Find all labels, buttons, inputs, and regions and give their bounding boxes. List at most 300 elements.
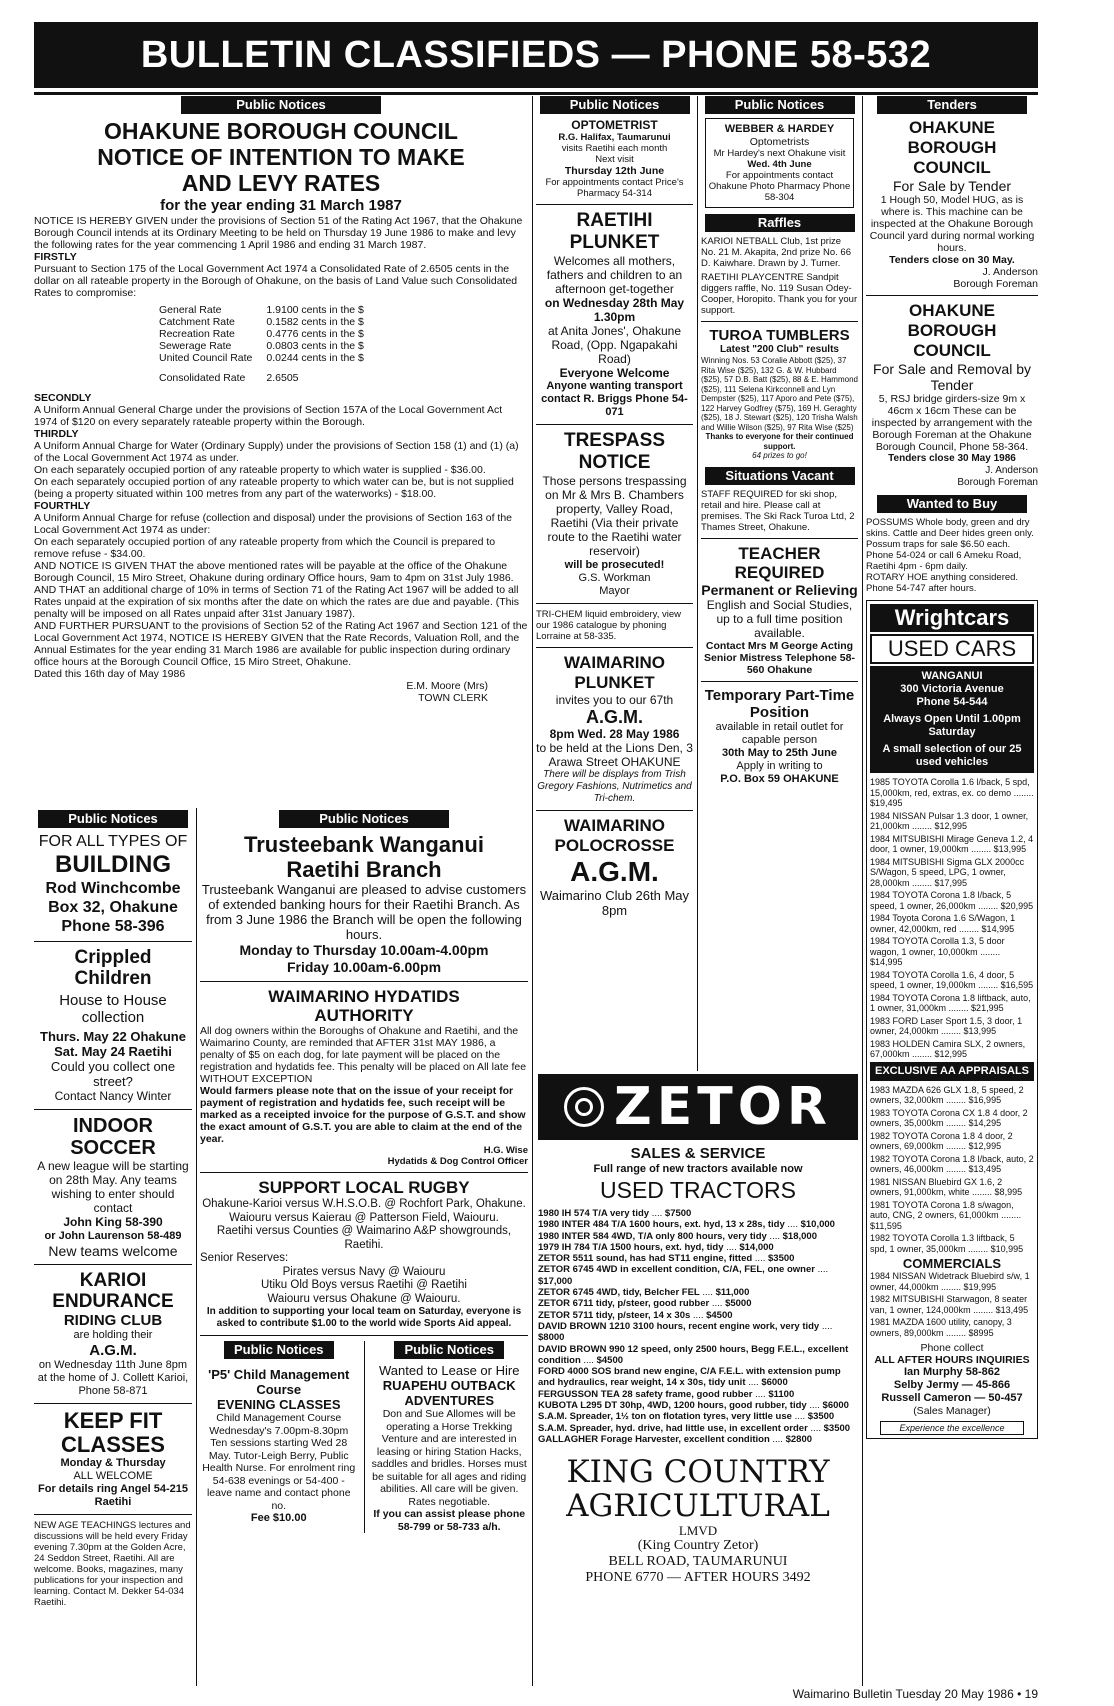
ad-text: KARIOI NETBALL Club, 1st prize No. 21 M. Akapita, 2nd prize No. 66 D. Kaiwhare. Drawn by J. Turner.: [701, 236, 851, 269]
list-item: 1983 FORD Laser Sport 1.5, 3 door, 1 owner, 24,000km ........ $13,995: [870, 1015, 1023, 1036]
notice-paragraph: AND FURTHER PURSUANT to the provisions of Section 52 of the Rating Act 1967 and Section 121 of the Local Government Act 1974, NOTICE IS HEREBY GIVEN that the Rate Records, Valuation Roll, and the Annual Estimates for the year ending 31 March 1986 are available for public inspection during ordinary office hours at the Borough Council Office, 15 Miro Street, Ohakune.: [34, 620, 528, 668]
council-notice: [34, 96, 528, 802]
ad-line: invites you to our 67th: [555, 693, 674, 707]
ad-heading: WEBBER & HARDEY: [724, 123, 835, 135]
ad-line: Wanted to Lease or Hire: [379, 1363, 520, 1378]
section-header: Wanted to Buy: [877, 495, 1027, 513]
ad-text: Trusteebank Wanganui are pleased to advise customers of extended banking hours for their Raetihi Branch. As from 3 June 1986 the Branch will be open the following hours.: [201, 882, 527, 942]
commercials-heading: COMMERCIALS: [902, 1256, 1002, 1271]
zetor-logo: ZETOR: [614, 1077, 832, 1137]
notice-date: Dated this 16th day of May 1986: [34, 668, 186, 680]
ad-heading: SUPPORT LOCAL RUGBY: [258, 1178, 470, 1197]
rate-row: [159, 364, 378, 384]
tractor-price: $6000: [761, 1377, 788, 1389]
ad-line: on Wednesday 28th May 1.30pm: [544, 296, 685, 324]
notice-heading: FIRSTLY: [34, 251, 77, 263]
dealer-line: Phone 54-544: [916, 696, 988, 708]
signature-name: E.M. Moore (Mrs): [406, 680, 488, 692]
ad-line: Anyone wanting transport contact R. Briggs Phone 54-071: [541, 380, 688, 418]
notice-title-2: NOTICE OF INTENTION TO MAKE: [97, 144, 465, 170]
tractor-desc: FERGUSSON TEA 28 safety frame, good rubber: [538, 1388, 753, 1400]
ad-line: at Anita Jones', Ohakune Road, (Opp. Ngapakahi Road): [547, 324, 682, 366]
list-item: 1982 TOYOTA Corona 1.8 4 door, 2 owners, 69,000km ........ $12,995: [870, 1130, 1013, 1151]
page-footer: Waimarino Bulletin Tuesday 20 May 1986 • 19: [792, 1687, 1038, 1701]
ad-text: Child Management Course Wednesday's 7.00pm-8.30pm Ten sessions starting Wed 28 May. Tutor-Leigh Berry, Public Health Nurse. For enrolment ring 54-638 evenings or 54-400 - leave name and contact phone no.: [202, 1412, 356, 1512]
ad-signature: Hydatids & Dog Control Officer: [387, 1156, 528, 1167]
tractor-price: $11,000: [715, 1287, 750, 1299]
list-item: ZETOR 6745 4WD, tidy, Belcher FEL .... $11,000: [538, 1287, 750, 1299]
rate-name: Recreation Rate: [159, 328, 235, 340]
bottom-ads-row: [200, 1341, 528, 1533]
list-item: 1981 NISSAN Bluebird GX 1.6, 2 owners, 91,000km, white ........ $8,995: [870, 1176, 1023, 1197]
section-header: Public Notices: [181, 96, 381, 114]
tractor-desc: S.A.M. Spreader, hyd. drive, had little use, in excellent order: [538, 1422, 808, 1434]
ad-heading: BUILDING: [55, 851, 171, 878]
rate-value: 0.0803 cents in the $: [266, 340, 364, 352]
notice-paragraph: On each separately occupied portion of any rateable property to which water can be, but is not supplied (being a property situated within 100 metres from any part of the waterworks) - $18.00.: [34, 476, 514, 500]
ad-text: Don and Sue Allomes will be operating a Horse Trekking Venture and are interested in leasing or hiring Station Hacks, saddles and bridles. Horses must be suitable for all ages and riding abilities. All care will be given. Rates negotiable.: [371, 1408, 527, 1508]
divider: [34, 1264, 192, 1265]
ad-line: Tenders close on 30 May.: [889, 254, 1015, 266]
rate-row: [159, 328, 378, 340]
divider: [364, 1341, 365, 1533]
list-item: 1984 TOYOTA Corona 1.8 l/back, 5 speed, 1 owner, 26,000km ........ $20,995: [870, 890, 1034, 911]
notice-title-3: AND LEVY RATES: [181, 170, 381, 196]
car-list: [870, 1271, 1034, 1338]
ad-heading: OHAKUNE BOROUGH COUNCIL: [907, 118, 997, 177]
section-header: Public Notices: [394, 1341, 504, 1359]
tractor-price: $10,000: [800, 1219, 835, 1231]
section-header: Public Notices: [279, 810, 449, 828]
ad-text: Winning Nos. 53 Coralie Abbott ($25), 37 Rita Wise ($25), 132 G. & W. Hubbard ($25), 57 D.B. Batt ($25), 88 & E. Hammond ($25), 111 Selena Kirkconnell and Lyn Dempster ($25), 117 Aporo and Pete ($75), 122 Harvey Godfrey ($75), 169 H. Geraghty ($25), 18 J. Stewart ($25), 120 Trisha Walsh and Willie Wilson ($25), 97 Rita Wise ($25): [701, 356, 858, 432]
list-item: 1984 NISSAN Pulsar 1.3 door, 1 owner, 21,000km ........ $12,995: [870, 810, 1029, 831]
tractor-price: $17,000: [538, 1275, 573, 1287]
notice-paragraph: AND THAT an additional charge of 10% in terms of Section 71 of the Rating Act 1967 will be added to all Rates unpaid at the expiration of six months after the date on which the rates are due and payable. (This penalty will be imposed on all Rates unpaid after 31st January 1987).: [34, 584, 520, 620]
dealer-line: Always Open Until 1.00pm Saturday: [883, 713, 1021, 738]
list-item: KUBOTA L295 DT 30hp, 4WD, 1200 hours, good rubber, tidy .... $6000: [538, 1400, 849, 1412]
column-divider: [862, 96, 863, 1686]
ad-heading: A.G.M.: [570, 856, 659, 887]
ad-heading: WAIMARINO POLOCROSSE: [554, 816, 675, 855]
ad-text: All dog owners within the Boroughs of Ohakune and Raetihi, and the Waimarino County, are reminded that AFTER 31st MAY 1986, a penalty of $5 on each dog, for late payment will be placed on the registration and hydatids fee. This penalty will be placed on All late fee WITHOUT EXCEPTION: [200, 1025, 527, 1085]
rate-name: General Rate: [159, 304, 222, 316]
list-item: S.A.M. Spreader, 1½ ton on flotation tyres, very little use .... $3500: [538, 1411, 835, 1423]
ad-heading: AUTHORITY: [314, 1006, 414, 1025]
zetor-logo-bar: [538, 1074, 858, 1140]
ad-line: will be prosecuted!: [564, 559, 665, 571]
rate-value: 2.6505: [266, 372, 299, 384]
ad-line: at the home of J. Collett Karioi, Phone 58-871: [37, 1372, 189, 1397]
rate-row: [159, 304, 378, 316]
ad-line: Senior Reserves:: [200, 1252, 289, 1264]
ad-line: Tenders close 30 May 1986: [888, 453, 1016, 464]
contact-line: ALL AFTER HOURS INQUIRIES: [874, 1354, 1030, 1366]
ad-line: Apply in writing to: [736, 759, 823, 772]
ad-line: 8pm Wed. 28 May 1986: [549, 727, 680, 741]
wrightcars-logo: Wrightcars: [870, 604, 1034, 632]
ad-line: Friday 10.00am-6.00pm: [286, 959, 442, 975]
list-item: DAVID BROWN 990 12 speed, only 2500 hours, Begg F.E.L., excellent condition .... $4500: [538, 1343, 849, 1366]
notice-heading: FOURTHLY: [34, 500, 91, 512]
ad-line: Next visit: [595, 154, 634, 165]
ad-line: Monday to Thursday 10.00am-4.00pm: [239, 942, 489, 958]
dealer-line: 300 Victoria Avenue: [900, 683, 1004, 695]
ad-line: available in retail outlet for capable person: [715, 720, 844, 746]
car-list: [870, 1085, 1034, 1255]
ad-line: Ohakune-Karioi versus W.H.S.O.B. @ Rochfort Park, Ohakune.: [202, 1198, 526, 1210]
contact-line: Selby Jermy — 45-866: [893, 1379, 1011, 1391]
notice-paragraph: A Uniform Annual General Charge under the provisions of Section 157A of the Local Government Act 1974 of $120 on every separately rateable property within the Borough.: [34, 404, 503, 428]
list-item: 1984 MITSUBISHI Mirage Geneva 1.2, 4 door, 1 owner, 19,000km ........ $13,995: [870, 833, 1034, 854]
ad-line: Raetihi versus Counties @ Waimarino A&P showgrounds, Raetihi.: [216, 1225, 512, 1251]
tractor-desc: S.A.M. Spreader, 1½ ton on flotation tyres, very little use: [538, 1411, 792, 1423]
slogan: Experience the excellence: [880, 1421, 1024, 1435]
car-list: [870, 777, 1034, 1060]
list-item: 1983 HOLDEN Camira SLX, 2 owners, 67,000km ........ $12,995: [870, 1038, 1026, 1059]
ad-text: STAFF REQUIRED for ski shop, retail and hire. Please call at premises. The Ski Rack Turoa Ltd, 2 Thames Street, Ohakune.: [701, 488, 855, 533]
ad-line: Fee $10.00: [250, 1512, 307, 1524]
dealer-name: AGRICULTURAL: [566, 1488, 830, 1525]
list-item: 1984 TOYOTA Corolla 1.3, 5 door wagon, 1 owner, 10,000km ........ $14,995: [870, 936, 1005, 967]
list-item: ZETOR 6711 tidy, p/steer, good rubber .... $5000: [538, 1298, 752, 1310]
tractor-price: $1100: [768, 1388, 795, 1400]
ad-line: Utiku Old Boys versus Raetihi @ Raetihi: [261, 1279, 467, 1291]
ad-heading: Trusteebank Wanganui: [243, 832, 484, 857]
dealer-name: KING COUNTRY: [566, 1454, 830, 1491]
ad-heading: Temporary Part-Time Position: [704, 686, 855, 721]
notice-heading: SECONDLY: [34, 392, 92, 404]
ad-line: 64 prizes to go!: [752, 451, 807, 460]
ad-heading: OHAKUNE BOROUGH COUNCIL: [907, 301, 997, 360]
optometrists-box: [705, 118, 854, 208]
divider: [536, 424, 693, 425]
list-item: 1983 TOYOTA Corona CX 1.8 4 door, 2 owners, 35,000km ........ $14,295: [870, 1107, 1028, 1128]
ad-line: Everyone Welcome: [559, 366, 670, 380]
section-header: Tenders: [877, 96, 1027, 114]
list-item: FORD 4000 SOS brand new engine, C/A F.E.L. with extension pump and hydraulics, rear weight, 14 x 30s, tidy unit .... $6000: [538, 1366, 841, 1389]
ad-line: or John Laurenson 58-489: [44, 1230, 182, 1242]
ad-line: ALL WELCOME: [73, 1470, 153, 1482]
contact-line: Ian Murphy 58-862: [904, 1366, 1000, 1378]
ad-line: New teams welcome: [48, 1243, 178, 1259]
third-column: [536, 96, 693, 1069]
ad-line: Sat. May 24 Raetihi: [54, 1044, 172, 1059]
ad-heading: EVENING CLASSES: [216, 1397, 341, 1412]
list-item: 1984 Toyota Corona 1.6 S/Wagon, 1 owner, 42,000km, red ........ $14,995: [870, 913, 1016, 934]
ad-heading: RAETIHI PLUNKET: [569, 210, 660, 253]
tractor-price: $7500: [664, 1208, 692, 1219]
tractor-desc: FORD 4000 SOS brand new engine, C/A F.E.L. with extension pump and hydraulics, rear weight, 14 x 30s, tidy unit: [538, 1366, 841, 1389]
contact-line: Phone collect: [920, 1342, 984, 1354]
dealer-info-block: [870, 666, 1034, 773]
tractor-price: $8000: [538, 1332, 565, 1344]
list-item: 1980 IH 574 T/A very tidy .... $7500: [538, 1208, 692, 1219]
rate-name: Sewerage Rate: [159, 340, 232, 352]
ad-text: ROTARY HOE anything considered. Phone 54-747 after hours.: [866, 572, 1019, 594]
ad-heading: 'P5' Child Management Course: [208, 1367, 350, 1397]
fourth-column: [701, 96, 858, 1069]
left-ads-column: [34, 810, 192, 1686]
ad-line: Thanks to everyone for their continued support.: [705, 432, 854, 451]
notice-subtitle: for the year ending 31 March 1987: [160, 197, 402, 214]
ad-line: Optometrists: [749, 136, 810, 148]
banner-rule: [34, 92, 1038, 95]
ad-line: A new league will be starting on 28th May. Any teams wishing to enter should contact: [37, 1159, 189, 1215]
contact-line: Russell Cameron — 50-457: [881, 1392, 1023, 1404]
divider: [200, 1172, 528, 1173]
list-item: FERGUSSON TEA 28 safety frame, good rubber .... $1100: [538, 1388, 795, 1400]
divider: [34, 941, 192, 942]
ad-heading: KEEP FIT CLASSES: [61, 1408, 165, 1457]
ad-line: Wed. 4th June: [747, 159, 812, 170]
used-cars-heading: USED CARS: [870, 634, 1034, 664]
ad-line: R.G. Halifax, Taumarunui: [558, 132, 671, 143]
rate-value: 0.4776 cents in the $: [266, 328, 364, 340]
list-item: 1984 NISSAN Widetrack Bluebird s/w, 1 owner, 44,000km ........ $19,995: [870, 1271, 1030, 1292]
list-item: 1982 TOYOTA Corolla 1.3 liftback, 5 spd, 1 owner, 35,000km ........ $10,995: [870, 1233, 1024, 1254]
ad-text: POSSUMS Whole body, green and dry skins. Cattle and Deer hides green only. Possum traps for sale $6.50 each. Phone 54-024 or call 6 Ameku Road, Raetihi 4pm - 6pm daily.: [866, 517, 1034, 572]
divider: [536, 810, 693, 811]
ad-line: Full range of new tractors available now: [593, 1163, 803, 1175]
ad-line: Contact Nancy Winter: [54, 1089, 172, 1103]
ad-line: If you can assist please phone 58-799 or 58-733 a/h.: [373, 1508, 526, 1533]
ad-line: Welcomes all mothers, fathers and children to an afternoon get-together: [546, 254, 683, 296]
divider: [701, 681, 858, 682]
divider: [34, 1403, 192, 1404]
divider: [200, 1335, 528, 1336]
ad-heading: TEACHER REQUIRED: [734, 543, 825, 582]
ad-line: For appointments contact Ohakune Photo Pharmacy Phone 58-304: [708, 170, 851, 203]
ad-line: Mayor: [599, 585, 630, 597]
list-item: 1982 TOYOTA Corona 1.8 l/back, auto, 2 owners, 46,000km ........ $13,495: [870, 1153, 1034, 1174]
list-item: S.A.M. Spreader, hyd. drive, had little use, in excellent order .... $3500: [538, 1422, 851, 1434]
ad-text: Would farmers please note that on the issue of your receipt for payment of registration and hydatids fee, such receipt will be marked as a receipted invoice for the purpose of G.S.T. and show the exact amount of G.S.T. you are able to claim at the end of the year.: [200, 1085, 526, 1145]
zetor-emblem-icon: [564, 1087, 604, 1127]
tractor-list: [538, 1208, 858, 1445]
tractor-desc: ZETOR 6745 4WD in excellent condition, C/A, FEL, one owner: [538, 1264, 815, 1276]
section-header: Public Notices: [224, 1341, 334, 1359]
ad-heading: TRESPASS NOTICE: [563, 430, 665, 473]
ad-line: visits Raetihi each month: [561, 143, 668, 154]
column-divider: [697, 96, 698, 1071]
right-column: [866, 96, 1038, 1686]
list-item: 1980 INTER 484 T/A 1600 hours, ext. hyd, 13 x 28s, tidy .... $10,000: [538, 1219, 835, 1231]
list-item: 1983 MAZDA 626 GLX 1.8, 5 speed, 2 owners, 32,000km ........ $16,995: [870, 1084, 1024, 1105]
outback-adventures-ad: [370, 1341, 528, 1533]
ad-line: Latest "200 Club" results: [720, 344, 839, 355]
ad-text: 5, RSJ bridge girders-size 9m x 46cm x 16cm These can be inspected by arrangement with the Borough Foreman at the Ohakune Borough Council, Phone 58-364.: [871, 393, 1033, 453]
ad-heading: WAIMARINO HYDATIDS: [268, 987, 460, 1006]
ad-line: G.S. Workman: [578, 572, 651, 584]
aa-appraisals-banner: EXCLUSIVE AA APPRAISALS: [870, 1062, 1034, 1081]
tractor-price: $4500: [706, 1309, 733, 1321]
divider: [34, 1514, 192, 1515]
section-header: Public Notices: [540, 96, 690, 114]
page-banner: BULLETIN CLASSIFIEDS — PHONE 58-532: [34, 22, 1038, 88]
middle-ads-column: [200, 810, 528, 1686]
ad-line: Waiouru versus Kaierau @ Patterson Field, Waiouru.: [229, 1211, 499, 1224]
section-header: Situations Vacant: [705, 467, 855, 485]
rate-value: 1.9100 cents in the $: [266, 304, 364, 316]
child-management-ad: [200, 1341, 358, 1533]
notice-title-1: OHAKUNE BOROUGH COUNCIL: [104, 118, 458, 144]
tractor-price: $14,000: [739, 1241, 774, 1253]
ad-text: Those persons trespassing on Mr & Mrs B. Chambers property, Valley Road, Raetihi (Via their private route to the Raetihi water reservoir): [542, 474, 687, 558]
ad-line: Phone 58-396: [61, 918, 165, 935]
dealer-line: A small selection of our 25 used vehicles: [882, 743, 1022, 768]
ad-line: House to House collection: [59, 992, 167, 1026]
divider: [536, 204, 693, 205]
ad-line: Permanent or Relieving: [701, 581, 858, 598]
tractor-desc: ZETOR 5511 sound, has had ST11 engine, fitted: [538, 1253, 753, 1265]
ad-line: Mr Hardey's next Ohakune visit: [713, 148, 846, 159]
ad-text: TRI-CHEM liquid embroidery, view our 1986 catalogue by phoning Lorraine at 58-335.: [536, 609, 681, 642]
tractor-desc: DAVID BROWN 1210 3100 hours, recent engine work, very tidy: [538, 1320, 820, 1332]
list-item: ZETOR 5511 sound, has had ST11 engine, fitted .... $3500: [538, 1253, 795, 1265]
notice-paragraph: Pursuant to Section 175 of the Local Government Act 1974 a Consolidated Rate of 2.6505 cents in the dollar on all rateable property in the Borough of Ohakune, on the basis of Land Value such Consolidated Rates to compromise:: [34, 263, 518, 299]
ad-line: Rod Winchcombe: [45, 880, 181, 897]
ad-line: There will be displays from Trish Gregory Fashions, Nutrimetics and Tri-chem.: [537, 769, 692, 804]
ad-text: NEW AGE TEACHINGS lectures and discussions will be held every Friday evening 7.30pm at the Golden Acre, 24 Seddon Street, Raetihi. All are welcome. Books, magazines, many publications for your inspection and learning. Contact M. Dekker 54-034 Raetihi.: [34, 1520, 191, 1608]
tractor-price: $2800: [785, 1433, 813, 1445]
rate-name: United Council Rate: [159, 352, 253, 364]
ad-text: English and Social Studies, up to a full time position available.: [706, 597, 853, 640]
tractor-desc: 1979 IH 784 T/A 1500 hours, ext. hyd, tidy: [538, 1241, 724, 1253]
dealer-line: WANGANUI: [921, 670, 983, 682]
ad-line: John King 58-390: [63, 1215, 163, 1229]
list-item: ZETOR 5711 tidy, p/steer, 14 x 30s .... $4500: [538, 1309, 733, 1321]
notice-paragraph: On each separately occupied portion of any rateable property from which the Council is prepared to remove refuse - $34.00.: [34, 536, 496, 560]
tractor-price: $4500: [596, 1354, 624, 1366]
tractor-desc: 1980 INTER 484 T/A 1600 hours, ext. hyd, 13 x 28s, tidy: [538, 1219, 785, 1231]
tractor-desc: ZETOR 6745 4WD, tidy, Belcher FEL: [538, 1287, 700, 1299]
wrightcars-ad: [866, 600, 1038, 1439]
ad-heading: WAIMARINO PLUNKET: [563, 653, 666, 692]
divider: [701, 538, 858, 539]
ad-line: Monday & Thursday: [60, 1457, 166, 1469]
list-item: GALLAGHER Forage Harvester, excellent condition .... $2800: [538, 1433, 813, 1445]
dealer-line: (King Country Zetor): [637, 1538, 759, 1554]
ad-line: Waimarino Club 26th May 8pm: [539, 888, 690, 918]
ad-signature: Borough Foreman: [957, 477, 1038, 488]
notice-heading: THIRDLY: [34, 428, 79, 440]
ad-line: Pirates versus Navy @ Waiouru: [282, 1265, 446, 1278]
divider: [536, 647, 693, 648]
ad-heading: Raetihi Branch: [286, 857, 442, 882]
ad-line: are holding their: [73, 1329, 153, 1341]
ad-line: For Sale by Tender: [892, 178, 1012, 194]
notice-paragraph: NOTICE IS HEREBY GIVEN under the provisions of Section 51 of the Rating Act 1967, that the Ohakune Borough Council intends at its Ordinary Meeting to be held on Thursday 19 June 1986 to make and levy the following rates for the year commencing 1 April 1986 and ending 31 March 1987.: [34, 215, 523, 251]
ad-heading: USED TRACTORS: [600, 1177, 796, 1203]
list-item: 1984 TOYOTA Corolla 1.6, 4 door, 5 speed, 1 owner, 19,000km ........ $16,595: [870, 969, 1034, 990]
column-divider: [532, 96, 533, 1686]
ad-line: For Sale and Removal by Tender: [873, 361, 1031, 393]
tractor-desc: 1980 IH 574 T/A very tidy: [538, 1208, 650, 1219]
tractor-desc: ZETOR 5711 tidy, p/steer, 14 x 30s: [538, 1309, 691, 1321]
list-item: 1982 MITSUBISHI Starwagon, 8 seater van, 1 owner, 124,000km ........ $13,495: [870, 1294, 1029, 1315]
dealer-address: BELL ROAD, TAUMARUNUI: [608, 1554, 788, 1570]
ad-line: A.G.M.: [89, 1342, 137, 1359]
dealer-line: LMVD: [678, 1523, 718, 1539]
tractor-price: $3500: [768, 1253, 795, 1265]
tractor-desc: DAVID BROWN 990 12 speed, only 2500 hours, Begg F.E.L., excellent condition: [538, 1343, 849, 1366]
notice-paragraph: On each separately occupied portion of any rateable property to which water is supplied - $36.00.: [34, 464, 486, 476]
list-item: 1984 TOYOTA Corona 1.8 liftback, auto, 1 owner, 31,000km ........ $21,995: [870, 992, 1031, 1013]
ad-line: In addition to supporting your local team on Saturday, everyone is asked to contribute $1.00 to the world wide Sports Aid appeal.: [206, 1306, 522, 1329]
list-item: 1980 INTER 584 4WD, T/A only 800 hours, very tidy .... $18,000: [538, 1230, 817, 1242]
list-item: 1984 MITSUBISHI Sigma GLX 2000cc S/Wagon, 5 speed, LPG, 1 owner, 28,000km ........ $17,995: [870, 856, 1025, 888]
rate-row: [159, 352, 378, 364]
list-item: 1981 TOYOTA Corona 1.8 s/wagon, auto, CNG, 2 owners, 61,000km ........ $11,595: [870, 1199, 1022, 1231]
ad-heading: SALES & SERVICE: [630, 1145, 766, 1162]
section-header: Public Notices: [38, 810, 188, 828]
ad-heading: KARIOI ENDURANCE: [52, 1270, 174, 1312]
dealer-phone: PHONE 6770 — AFTER HOURS 3492: [585, 1570, 811, 1586]
ad-heading: INDOOR SOCCER: [70, 1115, 156, 1159]
ad-line: to be held at the Lions Den, 3 Arawa Street OHAKUNE: [536, 741, 693, 769]
ad-heading: RUAPEHU OUTBACK ADVENTURES: [382, 1378, 516, 1408]
contact-line: (Sales Manager): [913, 1405, 991, 1417]
rate-name: Catchment Rate: [159, 316, 235, 328]
ad-signature: J. Anderson: [985, 465, 1038, 476]
ad-line: For details ring Angel 54-215 Raetihi: [38, 1483, 188, 1508]
divider: [34, 1109, 192, 1110]
rates-table: [159, 304, 378, 384]
divider: [701, 321, 858, 322]
notice-paragraph: AND NOTICE IS GIVEN THAT the above mentioned rates will be payable at the office of the Ohakune Borough Council, 15 Miro Street, Ohakune during ordinary Office hours, 9am to 4pm on 31st July 1986.: [34, 560, 514, 584]
ad-signature: Borough Foreman: [953, 278, 1038, 290]
ad-line: For appointments contact Price's Pharmacy 54-314: [545, 177, 684, 199]
rate-row: [159, 340, 378, 352]
list-item: ZETOR 6745 4WD in excellent condition, C/A, FEL, one owner .... $17,000: [538, 1264, 829, 1287]
tractor-desc: KUBOTA L295 DT 30hp, 4WD, 1200 hours, good rubber, tidy: [538, 1400, 807, 1412]
ad-line: RIDING CLUB: [63, 1312, 163, 1329]
rate-row: [159, 316, 378, 328]
ad-line: P.O. Box 59 OHAKUNE: [720, 772, 839, 785]
list-item: 1979 IH 784 T/A 1500 hours, ext. hyd, tidy .... $14,000: [538, 1241, 774, 1253]
column-divider: [196, 808, 197, 1686]
ad-heading: TUROA TUMBLERS: [709, 327, 850, 344]
ad-signature: J. Anderson: [982, 266, 1038, 278]
notice-paragraph: A Uniform Annual Charge for Water (Ordinary Supply) under the provisions of Section 158 (1) and (1) (a) of the Local Government Act 1974 as under.: [34, 440, 519, 464]
notice-paragraph: A Uniform Annual Charge for refuse (collection and disposal) under the provisions of Section 163 of the Local Government Act 1974 as under:: [34, 512, 513, 536]
ad-line: Could you collect one street?: [50, 1059, 176, 1089]
ad-heading: Crippled Children: [74, 947, 152, 989]
ad-line: Waiouru versus Ohakune @ Waiouru.: [267, 1292, 461, 1305]
tractor-price: $18,000: [782, 1230, 817, 1242]
list-item: DAVID BROWN 1210 3100 hours, recent engine work, very tidy .... $8000: [538, 1320, 833, 1344]
ad-text: 1 Hough 50, Model HUG, as is where is. This machine can be inspected at the Ohakune Borough Council yard during normal working hours.: [869, 194, 1035, 254]
ad-line: Thurs. May 22 Ohakune: [40, 1029, 186, 1044]
zetor-ad: [538, 1074, 858, 1686]
tractor-price: $5000: [725, 1298, 752, 1310]
rate-name: Consolidated Rate: [159, 372, 246, 384]
divider: [200, 981, 528, 982]
section-header: Public Notices: [705, 96, 855, 114]
divider: [536, 603, 693, 604]
ad-line: Box 32, Ohakune: [48, 899, 178, 916]
ad-line: 30th May to 25th June: [722, 746, 837, 759]
rate-value: 0.1582 cents in the $: [266, 316, 364, 328]
tractor-desc: 1980 INTER 584 4WD, T/A only 800 hours, very tidy: [538, 1230, 767, 1242]
section-header: Raffles: [705, 214, 855, 232]
ad-heading: A.G.M.: [586, 707, 643, 727]
ad-signature: H.G. Wise: [483, 1145, 528, 1156]
rate-value: 0.0244 cents in the $: [266, 352, 364, 364]
tractor-price: $3500: [807, 1411, 835, 1423]
ad-text: RAETIHI PLAYCENTRE Sandpit diggers raffle, No. 119 Susan Odey-Cooper, Horopito. Thank you for your support.: [701, 272, 858, 316]
list-item: 1985 TOYOTA Corolla 1.6 l/back, 5 spd, 15,000km, red, extras, ex. co demo ........ $19,495: [870, 777, 1034, 808]
